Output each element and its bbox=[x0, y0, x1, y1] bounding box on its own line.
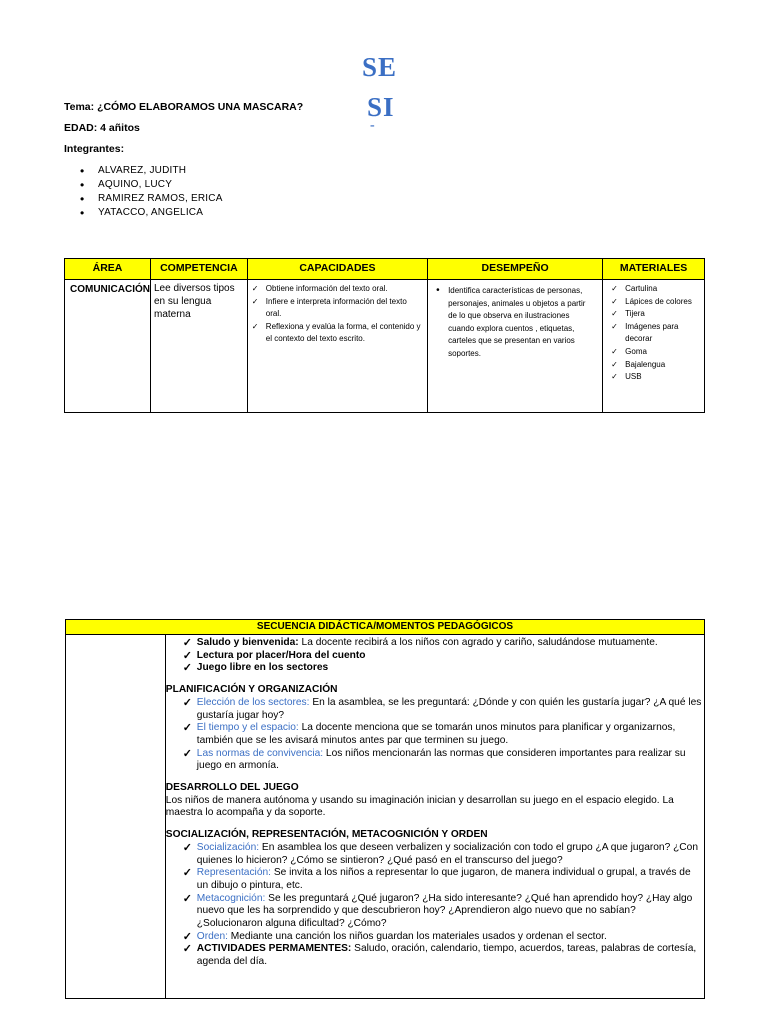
logo-line-2: SI bbox=[367, 92, 395, 122]
item-bold: Lectura por placer/Hora del cuento bbox=[196, 649, 366, 661]
list-item: • Identifica características de personas, personajes, animales u objetos a partir de lo que observa en ilustraciones cuando explora cuentos , etiquetas, carteles que se presentan en varios soportes. bbox=[430, 285, 590, 361]
list-item bbox=[166, 893, 704, 931]
desempeno-cell bbox=[428, 280, 603, 413]
item-label: Orden: bbox=[196, 930, 228, 942]
empty-cell bbox=[66, 635, 166, 999]
list-item: • AQUINO, LUCY bbox=[80, 178, 223, 192]
area-text: COMUNICACIÓN bbox=[70, 284, 150, 295]
competencias-table bbox=[64, 258, 705, 413]
item-text: En la asamblea, se les preguntará: ¿Dónde y con quién les gustaría jugar? ¿A qué les gustaría jugar hoy? bbox=[196, 696, 702, 721]
materiales-cell bbox=[603, 280, 705, 413]
list-item bbox=[166, 637, 704, 650]
list-item bbox=[166, 842, 704, 867]
item-label: Representación: bbox=[196, 867, 271, 879]
item-text: Se invita a los niños a representar lo que jugaron, de manera individual o grupal, a través de un dibujo o pintura, etc. bbox=[196, 867, 691, 891]
item-label: Metacognición: bbox=[196, 892, 266, 904]
column-header: CAPACIDADES bbox=[247, 259, 427, 280]
section-title: DESARROLLO DEL JUEGO bbox=[165, 782, 299, 794]
list-item bbox=[166, 931, 704, 944]
edad-label: EDAD: 4 añitos bbox=[64, 122, 140, 134]
item-text: La docente recibirá a los niños con agrado y cariño, saludándose mutuamente. bbox=[298, 637, 658, 648]
list-item: • RAMIREZ RAMOS, ERICA bbox=[80, 192, 223, 206]
item-label: Socialización: bbox=[196, 841, 260, 853]
table-header-row bbox=[66, 620, 705, 635]
secuencia-table bbox=[65, 619, 705, 999]
list-item: ✓ Infiere e interpreta información del texto oral. bbox=[248, 296, 421, 321]
secuencia-title: SECUENCIA DIDÁCTICA/MOMENTOS PEDAGÓGICOS bbox=[66, 620, 705, 635]
column-header: MATERIALES bbox=[603, 259, 705, 280]
item-text: La docente menciona que se tomarán unos minutos para planificar y organizarnos, también que se les avisará minutos antes par que terminen su juego. bbox=[196, 722, 676, 746]
list-item bbox=[166, 650, 704, 663]
item-text: Saludo, oración, calendario, tiempo, acuerdos, tareas, palabras de cortesía, agenda del día. bbox=[196, 943, 697, 968]
column-header: ÁREA bbox=[65, 259, 151, 280]
logo-line-1: SE bbox=[362, 52, 398, 82]
list-item: • YATACCO, ANGELICA bbox=[80, 206, 223, 220]
item-text: Se les preguntará ¿Qué jugaron? ¿Ha sido interesante? ¿Qué han aprendido hoy? ¿Hay algo nuevo que les ha sorprendido y que descubrieron hoy? ¿Aprendieron algo nuevo que no sabían? ¿Solucionaron alguna dificultad? ¿Cómo? bbox=[196, 892, 693, 930]
item-text: Los niños mencionarán las normas que consideren importantes para realizar su juego en armonía. bbox=[196, 747, 686, 772]
competencia-cell: Lee diversos tipos en su lengua materna bbox=[151, 280, 248, 413]
item-bold: ACTIVIDADES PERMAMENTES: bbox=[196, 943, 352, 955]
list-item bbox=[166, 867, 704, 892]
item-text: Mediante una canción los niños guardan los materiales usados y ordenan el sector. bbox=[227, 930, 607, 942]
list-item: • ALVAREZ, JUDITH bbox=[80, 164, 223, 178]
list-item: ✓ Obtiene información del texto oral. bbox=[248, 283, 421, 296]
list-item bbox=[166, 722, 704, 747]
list-item: ✓ Bajalengua bbox=[607, 359, 700, 372]
table-header-row bbox=[65, 259, 705, 280]
secuencia-content bbox=[165, 635, 704, 999]
integrantes-list bbox=[80, 164, 223, 220]
column-header: DESEMPEÑO bbox=[428, 259, 603, 280]
tema-label: Tema: ¿CÓMO ELABORAMOS UNA MASCARA? bbox=[64, 101, 304, 113]
item-text: En asamblea los que deseen verbalizen y socialización con todo el grupo ¿A que jugaron? ¿Con quienes lo hicieron? ¿Cómo se sintieron? ¿Qué pasó en el transcurso del juego? bbox=[196, 841, 698, 866]
list-item: ✓ Reflexiona y evalúa la forma, el contenido y el contexto del texto escrito. bbox=[248, 321, 421, 346]
section-title: PLANIFICACIÓN Y ORGANIZACIÓN bbox=[165, 684, 338, 696]
integrantes-label: Integrantes: bbox=[64, 143, 125, 155]
list-item: ✓ Tijera bbox=[607, 308, 700, 321]
item-bold: Juego libre en los sectores bbox=[196, 662, 329, 674]
list-item bbox=[166, 662, 704, 675]
list-item bbox=[166, 697, 704, 722]
table-row bbox=[66, 635, 705, 999]
list-item: ✓ Goma bbox=[607, 346, 700, 359]
item-label: El tiempo y el espacio: bbox=[196, 722, 299, 734]
list-item: ✓ Lápices de colores bbox=[607, 296, 700, 309]
list-item bbox=[166, 943, 704, 968]
section-title: SOCIALIZACIÓN, REPRESENTACIÓN, METACOGNICIÓN Y ORDEN bbox=[165, 829, 488, 841]
logo-line-3: - bbox=[370, 118, 376, 133]
item-label: Las normas de convivencia: bbox=[196, 747, 324, 759]
table-row bbox=[65, 280, 705, 413]
list-item: ✓ Cartulina bbox=[607, 283, 700, 296]
list-item: ✓ USB bbox=[607, 371, 700, 384]
list-item: ✓ Imágenes para decorar bbox=[607, 321, 700, 346]
area-cell bbox=[65, 280, 151, 413]
desarrollo-text: Los niños de manera autónoma y usando su imaginación inician y desarrollan su juego en el espacio elegido. La maestra lo acompaña y da soporte. bbox=[165, 794, 674, 819]
capacidades-cell bbox=[247, 280, 427, 413]
item-bold: Saludo y bienvenida: bbox=[196, 637, 299, 648]
item-label: Elección de los sectores: bbox=[196, 696, 310, 708]
column-header: COMPETENCIA bbox=[151, 259, 248, 280]
list-item bbox=[166, 748, 704, 773]
